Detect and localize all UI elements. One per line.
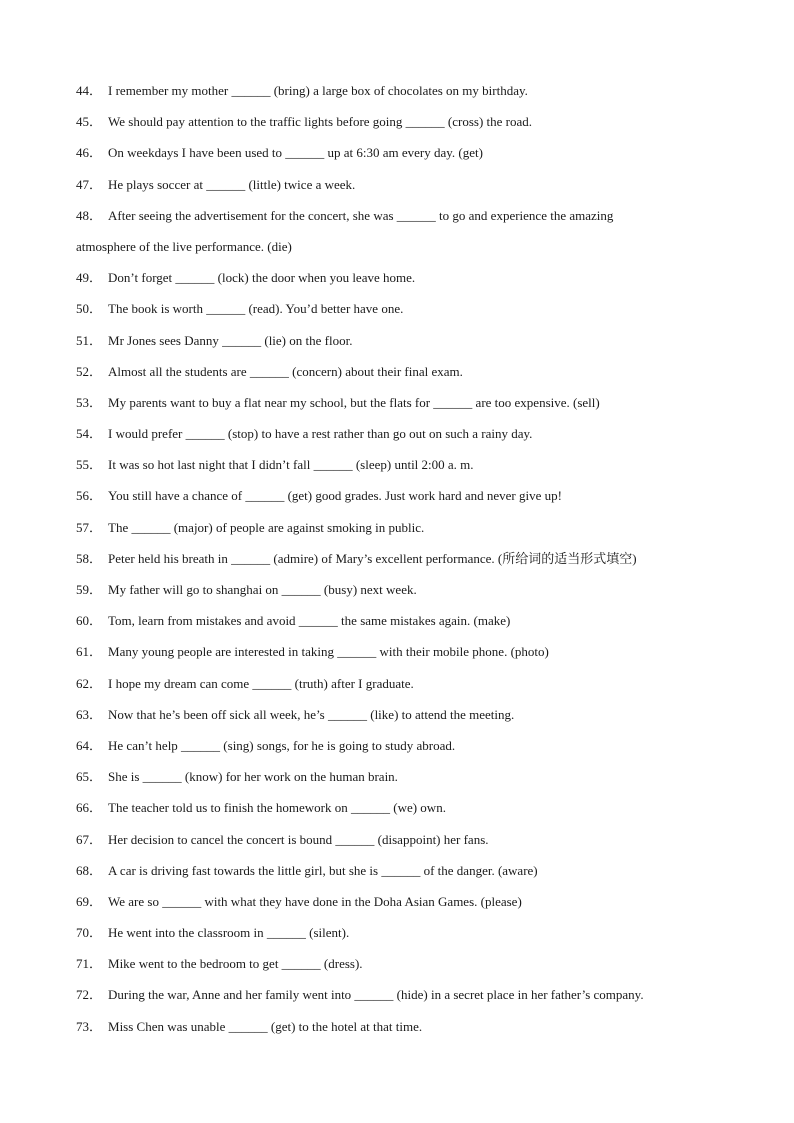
exercise-line bbox=[76, 237, 736, 268]
exercise-line bbox=[76, 299, 736, 330]
exercise-text: She is ______ (know) for her work on the human brain. bbox=[108, 769, 398, 785]
exercise-number: 58． bbox=[76, 550, 103, 566]
exercise-text: Mr Jones sees Danny ______ (lie) on the floor. bbox=[108, 332, 353, 348]
exercise-text: Miss Chen was unable ______ (get) to the hotel at that time. bbox=[108, 1018, 423, 1034]
exercise-text: We are so ______ with what they have done in the Doha Asian Games. (please) bbox=[108, 893, 522, 909]
exercise-number: 46． bbox=[76, 145, 103, 161]
exercise-text: My father will go to shanghai on ______ (busy) next week. bbox=[108, 582, 417, 597]
exercise-number: 54． bbox=[76, 426, 103, 442]
exercise-text: I hope my dream can come ______ (truth) after I graduate. bbox=[108, 675, 414, 691]
exercise-line bbox=[76, 81, 736, 112]
exercise-text: After seeing the advertisement for the concert, she was ______ to go and experience the amazing bbox=[108, 207, 614, 223]
exercise-number: 65． bbox=[76, 769, 103, 785]
exercise-line bbox=[76, 767, 736, 798]
exercise-number: 68． bbox=[76, 862, 103, 878]
exercise-number: 52． bbox=[76, 363, 103, 379]
exercise-line bbox=[76, 892, 736, 923]
exercise-line bbox=[76, 486, 736, 517]
exercise-text: A car is driving fast towards the little girl, but she is ______ of the danger. (aware) bbox=[108, 862, 538, 878]
exercise-line bbox=[76, 954, 736, 985]
exercise-line bbox=[76, 331, 736, 362]
exercise-number: 60． bbox=[76, 613, 103, 629]
exercise-number: 63． bbox=[76, 706, 103, 722]
exercise-text: Mike went to the bedroom to get ______ (dress). bbox=[108, 956, 363, 972]
exercise-number: 73． bbox=[76, 1018, 103, 1034]
exercise-text: Her decision to cancel the concert is bound ______ (disappoint) her fans. bbox=[108, 831, 489, 847]
exercise-line bbox=[76, 268, 736, 299]
exercise-number: 47． bbox=[76, 176, 103, 192]
exercise-number: 53． bbox=[76, 394, 103, 410]
exercise-line bbox=[76, 798, 736, 829]
exercise-number: 56． bbox=[76, 488, 103, 504]
exercise-text: He went into the classroom in ______ (silent). bbox=[108, 925, 350, 941]
exercise-text: Now that he’s been off sick all week, he’s ______ (like) to attend the meeting. bbox=[108, 706, 515, 722]
exercise-line bbox=[76, 455, 736, 486]
exercise-text: Peter held his breath in ______ (admire) of Mary’s excellent performance. (所给词的适当形式填空) bbox=[108, 550, 637, 566]
exercise-text: The teacher told us to finish the homework on ______ (we) own. bbox=[108, 800, 446, 816]
exercise-number: 70． bbox=[76, 925, 103, 941]
exercise-line bbox=[76, 985, 736, 1016]
exercise-line bbox=[76, 549, 736, 580]
exercise-text: Many young people are interested in taking ______ with their mobile phone. (photo) bbox=[108, 644, 549, 660]
exercise-text: I would prefer ______ (stop) to have a rest rather than go out on such a rainy day. bbox=[108, 426, 533, 442]
exercise-number: 66． bbox=[76, 800, 103, 816]
exercise-text: Tom, learn from mistakes and avoid ______ the same mistakes again. (make) bbox=[108, 613, 511, 629]
exercise-text: On weekdays I have been used to ______ up at 6:30 am every day. (get) bbox=[108, 145, 483, 161]
exercise-line bbox=[76, 923, 736, 954]
exercise-line bbox=[76, 112, 736, 143]
exercise-text: You still have a chance of ______ (get) good grades. Just work hard and never give up! bbox=[108, 488, 562, 504]
exercise-line bbox=[76, 518, 736, 549]
exercise-number: 67． bbox=[76, 831, 103, 847]
exercise-number: 44． bbox=[76, 83, 103, 98]
exercise-text: We should pay attention to the traffic lights before going ______ (cross) the road. bbox=[108, 114, 533, 130]
exercise-text: It was so hot last night that I didn’t fall ______ (sleep) until 2:00 a. m. bbox=[108, 457, 474, 473]
exercise-text: atmosphere of the live performance. (die) bbox=[76, 238, 292, 254]
exercise-line bbox=[76, 736, 736, 767]
exercise-line bbox=[76, 580, 736, 611]
exercise-number: 64． bbox=[76, 737, 103, 753]
exercise-number: 48． bbox=[76, 207, 103, 223]
exercise-text: The book is worth ______ (read). You’d better have one. bbox=[108, 301, 404, 317]
exercise-line bbox=[76, 861, 736, 892]
exercise-text: I remember my mother ______ (bring) a large box of chocolates on my birthday. bbox=[108, 83, 528, 98]
exercise-text: The ______ (major) of people are against smoking in public. bbox=[108, 519, 425, 535]
exercise-line bbox=[76, 705, 736, 736]
exercise-list bbox=[76, 81, 736, 1048]
exercise-line bbox=[76, 642, 736, 673]
exercise-number: 59． bbox=[76, 582, 103, 597]
exercise-number: 57． bbox=[76, 519, 103, 535]
exercise-line bbox=[76, 362, 736, 393]
exercise-number: 72． bbox=[76, 987, 103, 1003]
exercise-text: My parents want to buy a flat near my school, but the flats for ______ are too expensive. (sell) bbox=[108, 394, 600, 410]
exercise-line bbox=[76, 830, 736, 861]
exercise-line bbox=[76, 424, 736, 455]
exercise-line bbox=[76, 206, 736, 237]
exercise-number: 51． bbox=[76, 332, 103, 348]
exercise-line bbox=[76, 1017, 736, 1048]
exercise-text: He can’t help ______ (sing) songs, for he is going to study abroad. bbox=[108, 737, 456, 753]
exercise-number: 49． bbox=[76, 270, 103, 286]
exercise-number: 45． bbox=[76, 114, 103, 130]
exercise-number: 55． bbox=[76, 457, 103, 473]
exercise-number: 69． bbox=[76, 893, 103, 909]
exercise-text: Don’t forget ______ (lock) the door when you leave home. bbox=[108, 270, 416, 286]
exercise-number: 50． bbox=[76, 301, 103, 317]
exercise-text: Almost all the students are ______ (concern) about their final exam. bbox=[108, 363, 463, 379]
exercise-text: During the war, Anne and her family went into ______ (hide) in a secret place in her father’s company. bbox=[108, 987, 644, 1003]
exercise-number: 71． bbox=[76, 956, 103, 972]
exercise-number: 61． bbox=[76, 644, 103, 660]
exercise-number: 62． bbox=[76, 675, 103, 691]
exercise-line bbox=[76, 674, 736, 705]
exercise-line bbox=[76, 611, 736, 642]
exercise-line bbox=[76, 143, 736, 174]
exercise-text: He plays soccer at ______ (little) twice a week. bbox=[108, 176, 356, 192]
exercise-line bbox=[76, 393, 736, 424]
exercise-line bbox=[76, 175, 736, 206]
